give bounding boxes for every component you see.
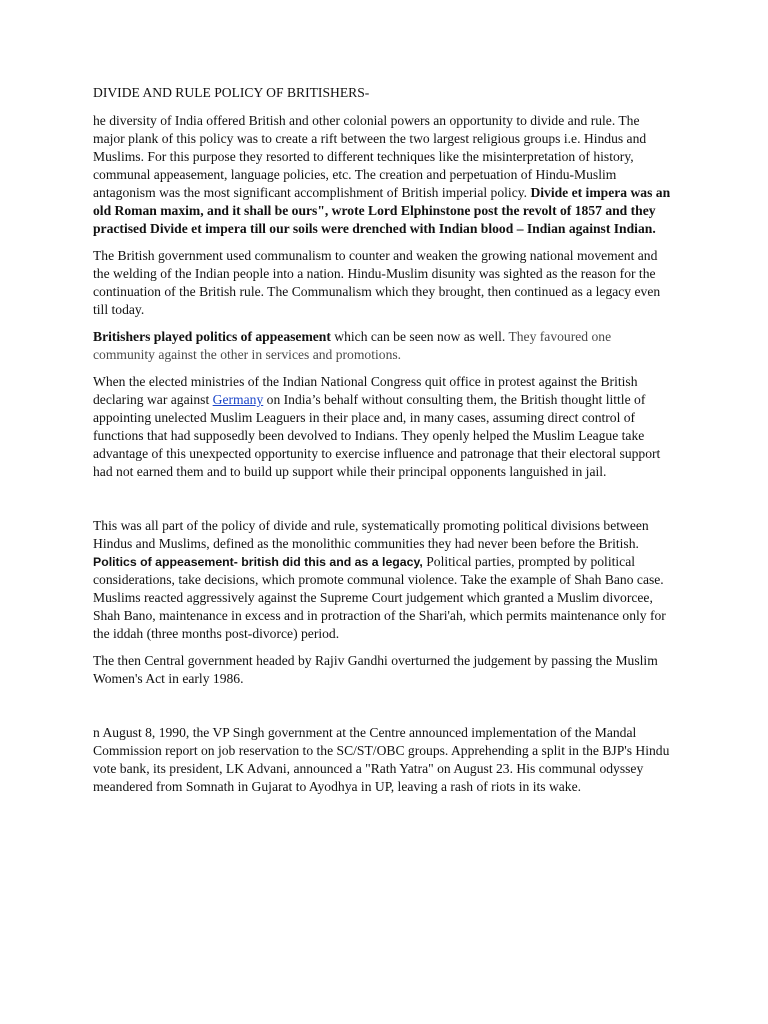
blank-line [93, 490, 673, 517]
paragraph-divide-et-impera [93, 112, 673, 238]
paragraph-text: which can be seen now as well. [330, 329, 509, 344]
paragraph-shah-bano [93, 517, 673, 643]
paragraph-text: he diversity of India offered British and other colonial powers an opportunity to divide and rule. The major plank of this policy was to create a rift between the two largest religious groups i.e. Hindus and Muslims. For this purpose they resorted to different techniques like the misinterpretation of history, communal appeasement, language policies, etc. The creation and perpetuation of Hindu-Muslim antagonism was the most significant accomplishment of British imperial policy. [93, 113, 647, 200]
paragraph-communalism: The British government used communalism to counter and weaken the growing national movement and the welding of the Indian people into a nation. Hindu-Muslim disunity was sighted as the reason for the continuation of the British rule. The Communalism which they brought, then continued as a legacy even till today. [93, 248, 661, 317]
paragraph-bold-appeasement: Politics of appeasement- british did this and as a legacy, [93, 555, 423, 569]
paragraph-text: Political parties, prompted by political considerations, take decisions, which promote communal violence. Take the example of Shah Bano case. Muslims reacted aggressively against the Supreme Court judgement which granted a Muslim divorcee, Shah Bano, maintenance in excess and in protraction of the Shari'ah, which permits maintenance only for the iddah (three months post-divorce) period. [93, 554, 666, 641]
paragraph-appeasement [93, 328, 673, 364]
germany-link[interactable]: Germany [212, 392, 264, 407]
document-heading: DIVIDE AND RULE POLICY OF BRITISHERS- [93, 85, 370, 100]
paragraph-bold-lead: Britishers played politics of appeasement [93, 329, 331, 344]
paragraph-rajiv-gandhi: The then Central government headed by Rajiv Gandhi overturned the judgement by passing the Muslim Women's Act in early 1986. [93, 653, 658, 686]
paragraph-text: When the elected ministries of the Indian National Congress quit office in protest against the British declaring war against [93, 374, 638, 407]
document-page [93, 84, 673, 805]
paragraph-text: This was all part of the policy of divide and rule, systematically promoting political divisions between Hindus and Muslims, defined as the monolithic communities they had never been before the British. [93, 518, 649, 551]
paragraph-congress-ministries [93, 373, 673, 481]
paragraph-text: on India’s behalf without consulting them, the British thought little of appointing unelected Muslim Leaguers in their place and, in many cases, assuming direct control of functions that had supposedly been devolved to Indians. They openly helped the Muslim League take advantage of this unexpected opportunity to exercise influence and patronage that their electoral support had not earned them and to build up support while their principal opponents languished in jail. [93, 392, 661, 479]
paragraph-vp-singh: n August 8, 1990, the VP Singh government at the Centre announced implementation of the Mandal Commission report on job reservation to the SC/ST/OBC groups. Apprehending a split in the BJP's Hindu vote bank, its president, LK Advani, announced a "Rath Yatra" on August 23. His communal odyssey meandered from Somnath in Gujarat to Ayodhya in UP, leaving a rash of riots in its wake. [93, 725, 670, 794]
paragraph-bold-quote: Divide et impera was an old Roman maxim, and it shall be ours", wrote Lord Elphinstone post the revolt of 1857 and they practised Divide et impera till our soils were drenched with Indian blood – Indian against Indian. [93, 185, 671, 236]
blank-line [93, 697, 673, 724]
paragraph-gray-text: They favoured one community against the other in services and promotions. [93, 329, 612, 362]
